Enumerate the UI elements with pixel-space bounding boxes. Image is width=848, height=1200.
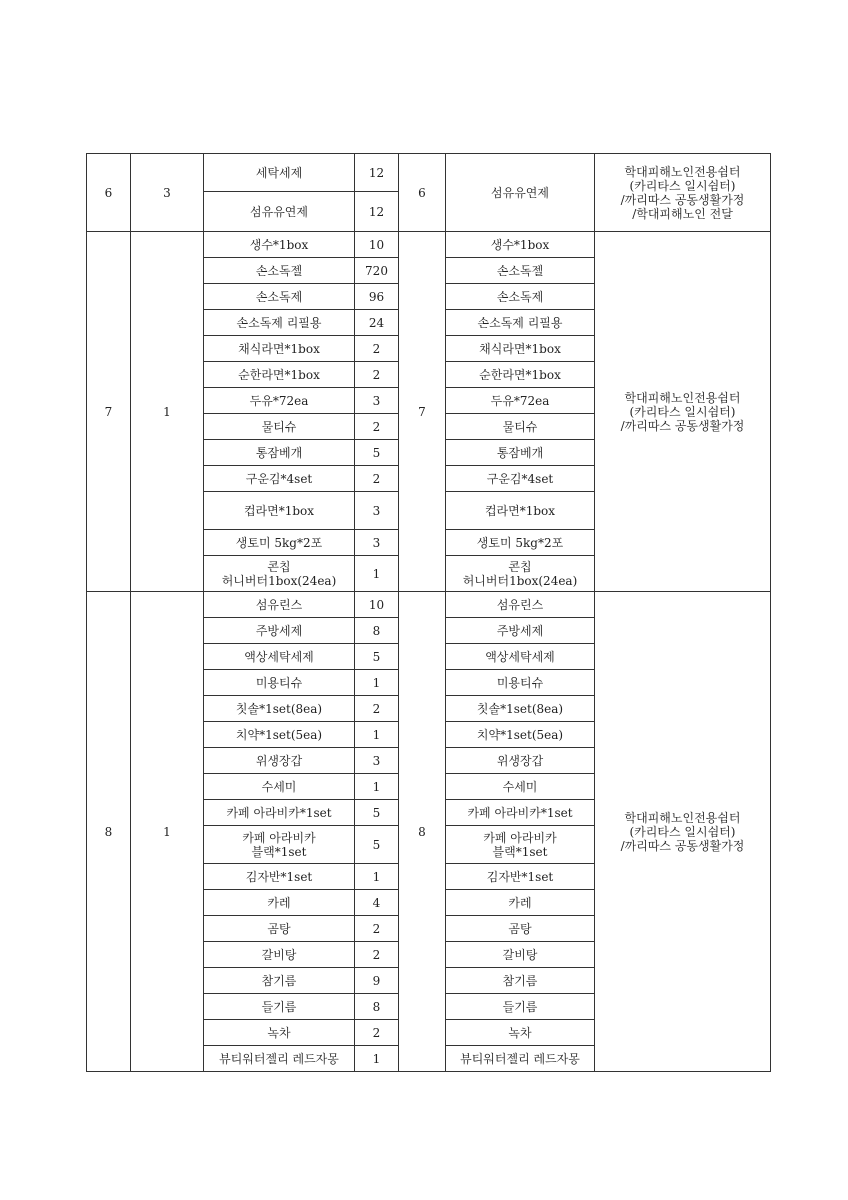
item-name bbox=[204, 1020, 355, 1046]
item-name-line: 칫솔*1set(8ea) bbox=[235, 701, 323, 716]
item-name bbox=[204, 1046, 355, 1072]
recipient-line: (카리타스 일시쉼터) bbox=[629, 178, 736, 193]
item-name bbox=[204, 414, 355, 440]
item-name bbox=[204, 826, 355, 864]
delivered-item bbox=[446, 748, 595, 774]
item-name bbox=[204, 618, 355, 644]
item-quantity bbox=[355, 994, 399, 1020]
item-quantity-line: 1 bbox=[372, 1051, 381, 1066]
item-quantity-line: 3 bbox=[372, 535, 381, 550]
item-name-line: 갈비탕 bbox=[261, 947, 297, 962]
delivered-item-line: 위생장갑 bbox=[496, 753, 544, 768]
item-name bbox=[204, 942, 355, 968]
group-number-right bbox=[399, 154, 446, 232]
delivered-item bbox=[446, 440, 595, 466]
item-name bbox=[204, 492, 355, 530]
item-quantity bbox=[355, 800, 399, 826]
item-name-line: 순한라면*1box bbox=[238, 367, 320, 382]
delivered-item bbox=[446, 492, 595, 530]
delivered-item-line: 액상세탁세제 bbox=[485, 649, 555, 664]
item-quantity bbox=[355, 440, 399, 466]
item-quantity-line: 2 bbox=[372, 947, 381, 962]
item-name bbox=[204, 258, 355, 284]
item-name bbox=[204, 530, 355, 556]
item-name bbox=[204, 916, 355, 942]
item-name-line: 위생장갑 bbox=[255, 753, 303, 768]
delivered-item-line: 순한라면*1box bbox=[479, 367, 561, 382]
item-quantity bbox=[355, 748, 399, 774]
item-quantity-line: 2 bbox=[372, 419, 381, 434]
item-quantity-line: 2 bbox=[372, 921, 381, 936]
item-name-line: 액상세탁세제 bbox=[244, 649, 314, 664]
delivered-item bbox=[446, 942, 595, 968]
item-quantity bbox=[355, 258, 399, 284]
item-quantity bbox=[355, 644, 399, 670]
item-name-line: 컵라면*1box bbox=[243, 503, 315, 518]
item-quantity bbox=[355, 232, 399, 258]
item-name bbox=[204, 994, 355, 1020]
item-quantity bbox=[355, 284, 399, 310]
item-quantity bbox=[355, 310, 399, 336]
item-name-line: 곰탕 bbox=[267, 921, 291, 936]
item-name-line: 미용티슈 bbox=[255, 675, 303, 690]
item-quantity-line: 9 bbox=[372, 973, 381, 988]
delivered-item bbox=[446, 258, 595, 284]
item-name bbox=[204, 890, 355, 916]
delivered-item bbox=[446, 864, 595, 890]
delivered-item bbox=[446, 336, 595, 362]
item-name-line: 카레 bbox=[267, 895, 291, 910]
delivered-item-line: 생수*1box bbox=[490, 237, 550, 252]
item-name bbox=[204, 968, 355, 994]
item-quantity-line: 1 bbox=[372, 779, 381, 794]
item-quantity bbox=[355, 942, 399, 968]
item-quantity-line: 3 bbox=[372, 393, 381, 408]
item-name bbox=[204, 748, 355, 774]
recipient bbox=[595, 592, 771, 1072]
delivered-item-line: 컵라면*1box bbox=[484, 503, 556, 518]
item-name-line: 손소독제 bbox=[255, 289, 303, 304]
group-number bbox=[87, 154, 131, 232]
item-name-line: 주방세제 bbox=[255, 623, 303, 638]
item-quantity bbox=[355, 1046, 399, 1072]
item-quantity-line: 5 bbox=[372, 805, 381, 820]
delivered-item bbox=[446, 154, 595, 232]
item-quantity bbox=[355, 618, 399, 644]
delivered-item-line: 뷰티워터젤리 레드자몽 bbox=[460, 1051, 580, 1066]
group-number bbox=[87, 592, 131, 1072]
recipient-line: /까리따스 공동생활가정 bbox=[620, 418, 745, 433]
item-name-line: 물티슈 bbox=[261, 419, 297, 434]
item-name bbox=[204, 722, 355, 748]
item-name bbox=[204, 864, 355, 890]
item-quantity-line: 2 bbox=[372, 701, 381, 716]
item-name-line: 참기름 bbox=[261, 973, 297, 988]
delivered-item-line: 두유*72ea bbox=[490, 393, 550, 408]
delivered-item-line: 녹차 bbox=[508, 1025, 532, 1040]
item-name bbox=[204, 232, 355, 258]
item-quantity-line: 8 bbox=[372, 623, 381, 638]
item-name bbox=[204, 154, 355, 192]
delivered-item bbox=[446, 890, 595, 916]
delivered-item-line: 김자반*1set bbox=[486, 869, 554, 884]
item-quantity-line: 96 bbox=[368, 289, 385, 304]
item-name bbox=[204, 592, 355, 618]
delivered-item bbox=[446, 284, 595, 310]
item-name-line: 콘칩 bbox=[267, 559, 291, 574]
delivered-item bbox=[446, 530, 595, 556]
item-quantity-line: 1 bbox=[372, 675, 381, 690]
group-number-line: 7 bbox=[104, 404, 113, 419]
item-quantity-line: 8 bbox=[372, 999, 381, 1014]
item-name bbox=[204, 440, 355, 466]
item-quantity bbox=[355, 826, 399, 864]
delivered-item-line: 수세미 bbox=[502, 779, 538, 794]
item-quantity-line: 3 bbox=[372, 503, 381, 518]
delivered-item-line: 손소독제 리필용 bbox=[477, 315, 563, 330]
item-name bbox=[204, 644, 355, 670]
delivered-item-line: 미용티슈 bbox=[496, 675, 544, 690]
item-quantity bbox=[355, 774, 399, 800]
delivered-item-line: 곰탕 bbox=[508, 921, 532, 936]
item-name-line: 손소독젤 bbox=[255, 263, 303, 278]
item-quantity bbox=[355, 530, 399, 556]
item-quantity bbox=[355, 592, 399, 618]
item-name-line: 치약*1set(5ea) bbox=[235, 727, 323, 742]
group-number-right-line: 7 bbox=[418, 404, 426, 419]
recipient-line: /까리따스 공동생활가정 bbox=[620, 838, 745, 853]
delivered-item-line: 통잠베개 bbox=[496, 445, 544, 460]
donation-table bbox=[86, 153, 771, 1072]
group-count-line: 1 bbox=[163, 824, 171, 839]
delivered-item-line: 채식라면*1box bbox=[479, 341, 561, 356]
delivered-item bbox=[446, 310, 595, 336]
item-quantity bbox=[355, 890, 399, 916]
delivered-item bbox=[446, 414, 595, 440]
recipient-line: 학대피해노인전용쉼터 bbox=[624, 164, 741, 179]
item-name-line: 녹차 bbox=[267, 1025, 291, 1040]
delivered-item-line: 카레 bbox=[508, 895, 532, 910]
delivered-item-line: 손소독제 bbox=[496, 289, 544, 304]
item-name bbox=[204, 336, 355, 362]
item-quantity bbox=[355, 414, 399, 440]
item-name-line: 카페 아라비카 bbox=[242, 830, 316, 845]
delivered-item bbox=[446, 696, 595, 722]
recipient bbox=[595, 154, 771, 232]
table-row bbox=[87, 232, 771, 258]
delivered-item-line: 갈비탕 bbox=[502, 947, 538, 962]
item-name-line: 김자반*1set bbox=[245, 869, 313, 884]
group-number-right-line: 8 bbox=[418, 824, 426, 839]
item-quantity-line: 24 bbox=[368, 315, 385, 330]
delivered-item-line: 허니버터1box(24ea) bbox=[462, 573, 578, 588]
item-name-line: 두유*72ea bbox=[249, 393, 309, 408]
item-name-line: 섬유유연제 bbox=[250, 204, 308, 219]
delivered-item bbox=[446, 994, 595, 1020]
item-name-line: 카페 아라비카*1set bbox=[226, 805, 332, 820]
delivered-item bbox=[446, 592, 595, 618]
delivered-item bbox=[446, 774, 595, 800]
delivered-item-line: 칫솔*1set(8ea) bbox=[476, 701, 564, 716]
group-number-right-line: 6 bbox=[418, 185, 426, 200]
recipient-line: (카리타스 일시쉼터) bbox=[629, 404, 736, 419]
group-number-line: 6 bbox=[104, 185, 113, 200]
delivered-item bbox=[446, 232, 595, 258]
delivered-item bbox=[446, 362, 595, 388]
delivered-item-line: 카페 아라비카*1set bbox=[467, 805, 573, 820]
delivered-item bbox=[446, 968, 595, 994]
item-quantity-line: 1 bbox=[372, 566, 381, 581]
delivered-item bbox=[446, 644, 595, 670]
group-number-right bbox=[399, 592, 446, 1072]
item-quantity bbox=[355, 492, 399, 530]
delivered-item bbox=[446, 388, 595, 414]
item-name bbox=[204, 310, 355, 336]
item-name bbox=[204, 192, 355, 232]
delivered-item bbox=[446, 1046, 595, 1072]
item-quantity bbox=[355, 864, 399, 890]
group-number-right bbox=[399, 232, 446, 592]
recipient-line: /까리따스 공동생활가정 bbox=[620, 192, 745, 207]
delivered-item bbox=[446, 826, 595, 864]
item-name-line: 생토미 5kg*2포 bbox=[235, 535, 323, 550]
item-name-line: 통잠베개 bbox=[255, 445, 303, 460]
item-quantity-line: 5 bbox=[372, 837, 381, 852]
group-count bbox=[131, 592, 204, 1072]
delivered-item-line: 참기름 bbox=[502, 973, 538, 988]
delivered-item bbox=[446, 670, 595, 696]
item-quantity-line: 4 bbox=[372, 895, 381, 910]
item-quantity bbox=[355, 1020, 399, 1046]
item-quantity bbox=[355, 696, 399, 722]
delivered-item-line: 콘칩 bbox=[508, 559, 532, 574]
item-quantity bbox=[355, 968, 399, 994]
item-name bbox=[204, 388, 355, 414]
item-name-line: 채식라면*1box bbox=[238, 341, 320, 356]
item-name-line: 섬유린스 bbox=[255, 597, 303, 612]
item-quantity bbox=[355, 388, 399, 414]
delivered-item bbox=[446, 618, 595, 644]
delivered-item-line: 치약*1set(5ea) bbox=[476, 727, 564, 742]
recipient-line: 학대피해노인전용쉼터 bbox=[624, 810, 741, 825]
item-quantity-line: 2 bbox=[372, 367, 381, 382]
item-quantity bbox=[355, 336, 399, 362]
item-name bbox=[204, 670, 355, 696]
item-name bbox=[204, 774, 355, 800]
item-name-line: 구운김*4set bbox=[245, 471, 313, 486]
item-name-line: 생수*1box bbox=[249, 237, 309, 252]
item-quantity-line: 1 bbox=[372, 869, 381, 884]
item-quantity-line: 10 bbox=[368, 237, 385, 252]
item-quantity bbox=[355, 362, 399, 388]
item-quantity-line: 3 bbox=[372, 753, 381, 768]
item-quantity bbox=[355, 466, 399, 492]
item-name bbox=[204, 466, 355, 492]
item-quantity-line: 2 bbox=[372, 1025, 381, 1040]
item-name bbox=[204, 696, 355, 722]
item-quantity-line: 12 bbox=[368, 204, 385, 219]
item-name-line: 들기름 bbox=[261, 999, 297, 1014]
item-quantity bbox=[355, 722, 399, 748]
group-count-line: 3 bbox=[163, 185, 171, 200]
delivered-item bbox=[446, 556, 595, 592]
item-quantity bbox=[355, 192, 399, 232]
delivered-item-line: 물티슈 bbox=[502, 419, 538, 434]
item-name-line: 수세미 bbox=[261, 779, 297, 794]
delivered-item bbox=[446, 800, 595, 826]
item-name bbox=[204, 556, 355, 592]
item-name bbox=[204, 284, 355, 310]
delivered-item-line: 섬유유연제 bbox=[491, 185, 549, 200]
delivered-item-line: 들기름 bbox=[502, 999, 538, 1014]
recipient-line: 학대피해노인전용쉼터 bbox=[624, 390, 741, 405]
table-row bbox=[87, 592, 771, 618]
item-quantity bbox=[355, 154, 399, 192]
item-name-line: 세탁세제 bbox=[255, 165, 303, 180]
item-quantity-line: 12 bbox=[368, 165, 385, 180]
item-name bbox=[204, 800, 355, 826]
recipient-line: /학대피해노인 전달 bbox=[632, 206, 733, 221]
item-name-line: 허니버터1box(24ea) bbox=[221, 573, 337, 588]
item-quantity-line: 2 bbox=[372, 471, 381, 486]
item-quantity bbox=[355, 670, 399, 696]
delivered-item-line: 구운김*4set bbox=[486, 471, 554, 486]
recipient bbox=[595, 232, 771, 592]
table-row bbox=[87, 154, 771, 192]
item-quantity-line: 5 bbox=[372, 649, 381, 664]
item-quantity-line: 5 bbox=[372, 445, 381, 460]
delivered-item bbox=[446, 466, 595, 492]
delivered-item-line: 블랙*1set bbox=[492, 844, 548, 859]
delivered-item-line: 손소독젤 bbox=[496, 263, 544, 278]
item-quantity-line: 10 bbox=[368, 597, 385, 612]
delivered-item bbox=[446, 722, 595, 748]
recipient-line: (카리타스 일시쉼터) bbox=[629, 824, 736, 839]
item-name-line: 손소독제 리필용 bbox=[236, 315, 322, 330]
delivered-item bbox=[446, 916, 595, 942]
delivered-item bbox=[446, 1020, 595, 1046]
item-quantity-line: 1 bbox=[372, 727, 381, 742]
item-quantity-line: 720 bbox=[365, 263, 388, 278]
group-count-line: 1 bbox=[163, 404, 171, 419]
item-name-line: 블랙*1set bbox=[251, 844, 307, 859]
item-quantity-line: 2 bbox=[372, 341, 381, 356]
item-quantity bbox=[355, 556, 399, 592]
delivered-item-line: 생토미 5kg*2포 bbox=[476, 535, 564, 550]
delivered-item-line: 주방세제 bbox=[496, 623, 544, 638]
delivered-item-line: 섬유린스 bbox=[496, 597, 544, 612]
item-quantity bbox=[355, 916, 399, 942]
group-count bbox=[131, 232, 204, 592]
item-name bbox=[204, 362, 355, 388]
group-count bbox=[131, 154, 204, 232]
item-name-line: 뷰티워터젤리 레드자몽 bbox=[219, 1051, 339, 1066]
delivered-item-line: 카페 아라비카 bbox=[483, 830, 557, 845]
group-number bbox=[87, 232, 131, 592]
group-number-line: 8 bbox=[104, 824, 113, 839]
